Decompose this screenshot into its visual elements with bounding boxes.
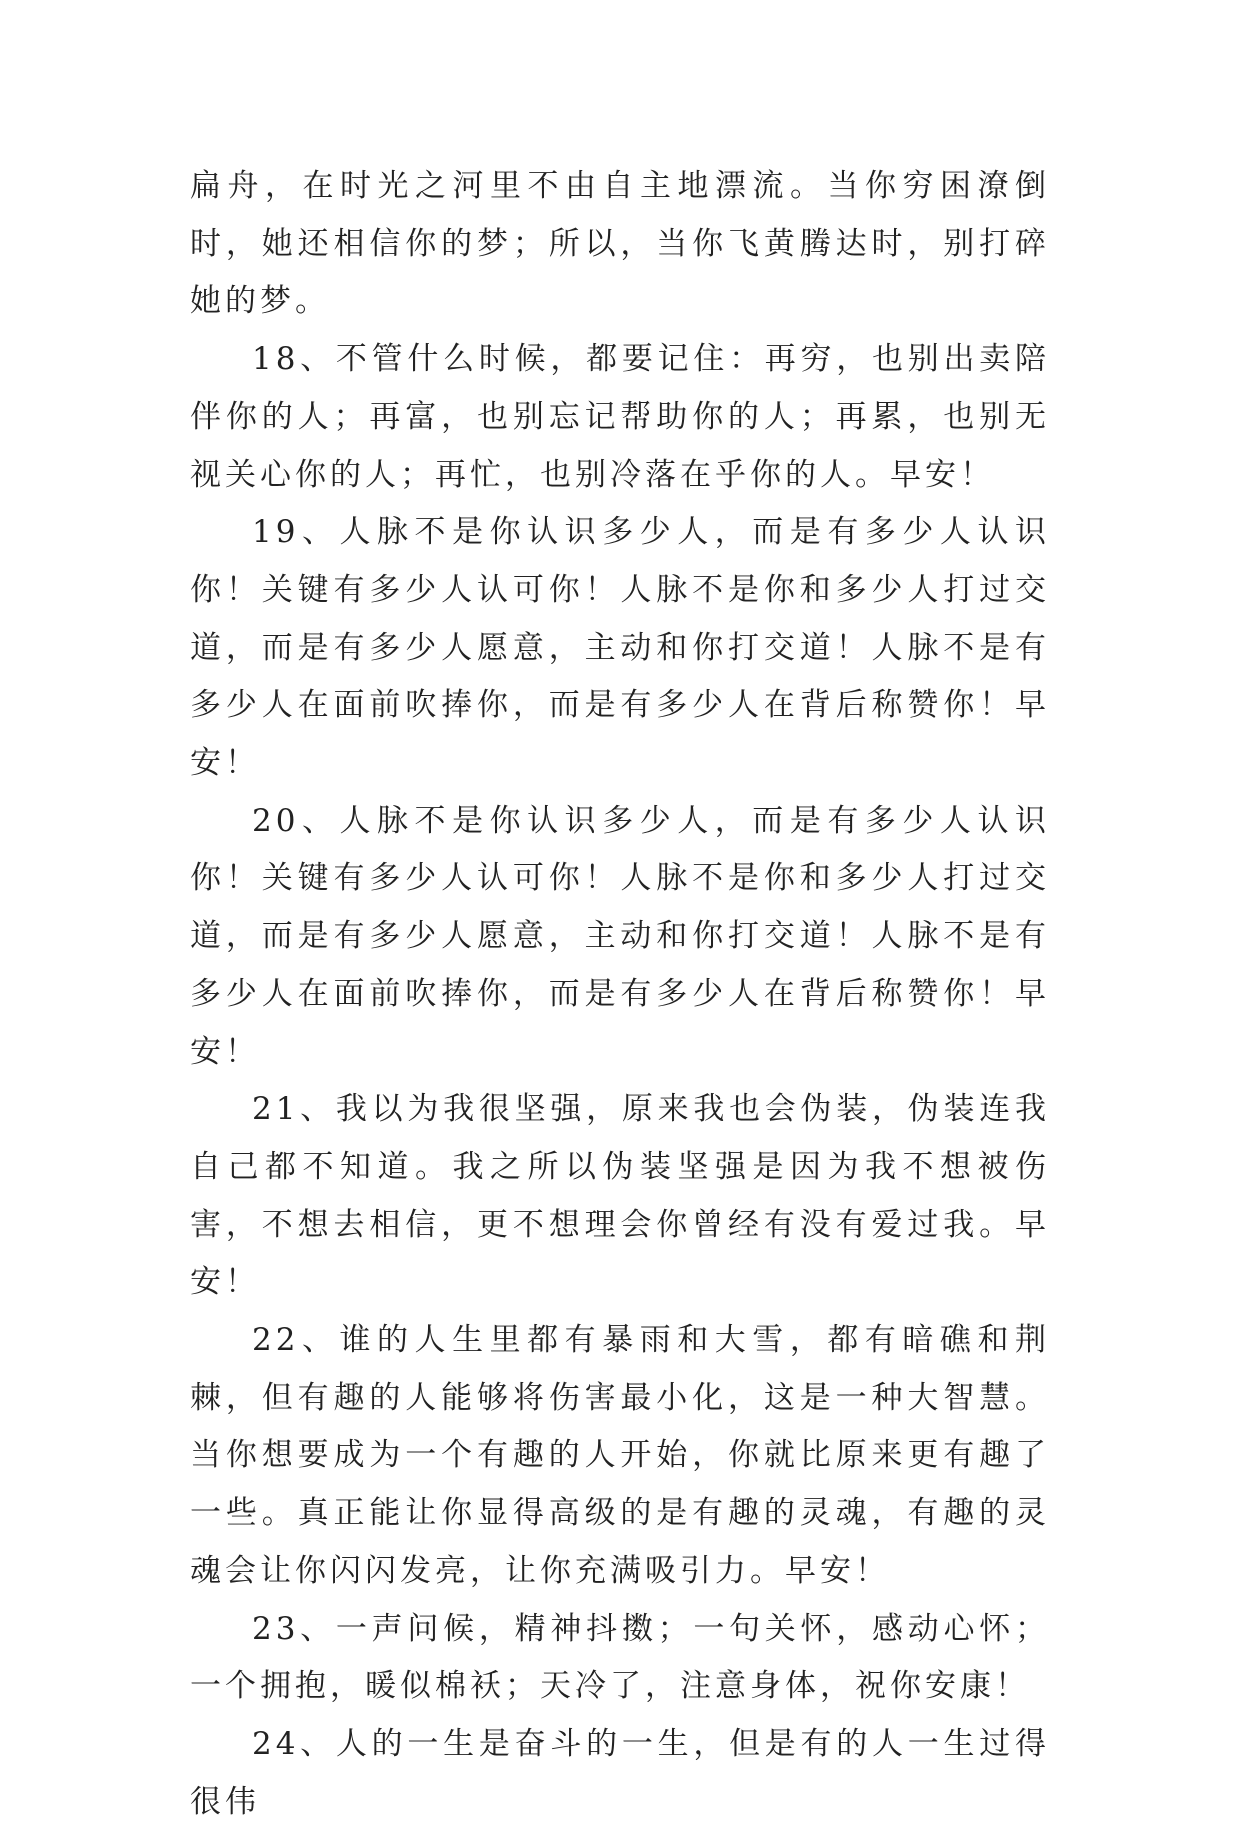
- paragraph-18: 18、不管什么时候，都要记住：再穷，也别出卖陪伴你的人；再富，也别忘记帮助你的人；再累，也别无视关心你的人；再忙，也别冷落在乎你的人。早安！: [190, 341, 1050, 493]
- paragraph-continued: 扁舟，在时光之河里不由自主地漂流。当你穷困潦倒时，她还相信你的梦；所以，当你飞黄腾达时，别打碎她的梦。: [190, 168, 1050, 320]
- paragraph-19: 19、人脉不是你认识多少人，而是有多少人认识你！关键有多少人认可你！人脉不是你和多少人打过交道，而是有多少人愿意，主动和你打交道！人脉不是有多少人在面前吹捧你，而是有多少人在背后称赞你！早安！: [190, 514, 1050, 782]
- paragraph-21: 21、我以为我很坚强，原来我也会伪装，伪装连我自己都不知道。我之所以伪装坚强是因为我不想被伤害，不想去相信，更不想理会你曾经有没有爱过我。早安！: [190, 1091, 1050, 1301]
- document-body: [190, 158, 1050, 1831]
- paragraph-20: 20、人脉不是你认识多少人，而是有多少人认识你！关键有多少人认可你！人脉不是你和多少人打过交道，而是有多少人愿意，主动和你打交道！人脉不是有多少人在面前吹捧你，而是有多少人在背后称赞你！早安！: [190, 802, 1050, 1070]
- paragraph-24: 24、人的一生是奋斗的一生，但是有的人一生过得很伟: [190, 1725, 1050, 1820]
- paragraph-23: 23、一声问候，精神抖擞；一句关怀，感动心怀；一个拥抱，暖似棉袄；天冷了，注意身体，祝你安康！: [190, 1610, 1050, 1705]
- paragraph-22: 22、谁的人生里都有暴雨和大雪，都有暗礁和荆棘，但有趣的人能够将伤害最小化，这是一种大智慧。当你想要成为一个有趣的人开始，你就比原来更有趣了一些。真正能让你显得高级的是有趣的灵魂，有趣的灵魂会让你闪闪发亮，让你充满吸引力。早安！: [190, 1322, 1050, 1589]
